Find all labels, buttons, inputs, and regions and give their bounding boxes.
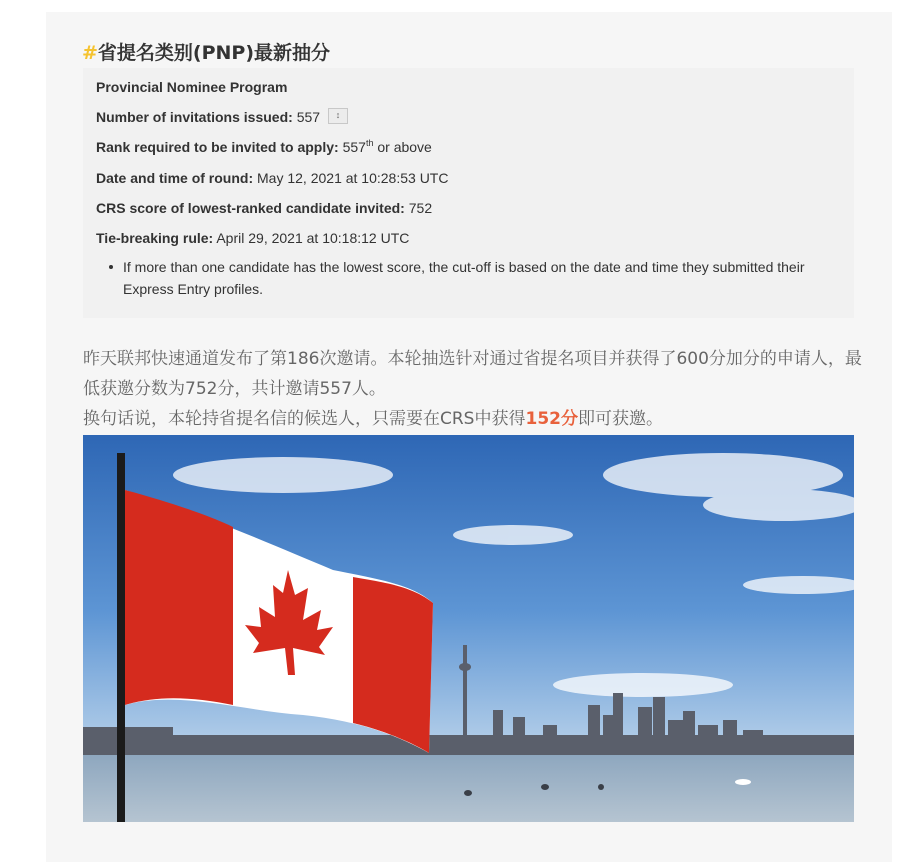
tie-value: April 29, 2021 at 10:18:12 UTC [216,230,410,246]
rank-tail: or above [377,139,432,155]
date-row [96,170,448,186]
bullet-icon [109,265,113,269]
tie-break-note [105,256,845,300]
date-value: May 12, 2021 at 10:28:53 UTC [257,170,449,186]
crs-value: 752 [408,200,433,216]
white-swan [735,779,751,785]
crs-row [96,200,432,216]
canada-flag-photo [83,435,854,822]
highlight-score: 152分 [525,409,578,429]
rank-suffix: th [365,138,374,148]
heading-hash-mark: # [82,42,98,64]
summary-line-1: 昨天联邦快速通道发布了第186次邀请。本轮抽选针对通过省提名项目并获得了600分加分的申请人，最低获邀分数为752分，共计邀请557人。 [83,349,862,399]
tie-break-note-text: If more than one candidate has the lowest score, the cut-off is based on the date and time they submitted their Express Entry profiles. [123,259,805,297]
summary-line-2: 换句话说，本轮持省提名信的候选人，只需要在CRS中获得152分即可获邀。 [83,409,663,429]
date-label: Date and time of round: [96,170,254,186]
sort-toggle-icon[interactable]: ↕ [328,108,348,124]
lake-water [83,755,854,822]
draw-info-card [83,68,854,318]
section-heading [82,38,330,65]
rank-row [96,139,432,155]
summary-paragraph [83,344,863,434]
crs-label: CRS score of lowest-ranked candidate invited: [96,200,405,216]
rank-value: 557 [342,139,366,155]
article-body [46,12,892,862]
invitations-label: Number of invitations issued: [96,109,293,125]
tie-row [96,230,409,246]
heading-title: 省提名类别(PNP)最新抽分 [97,42,331,64]
photo-illustration [83,435,854,822]
program-name: Provincial Nominee Program [96,79,288,95]
tie-label: Tie-breaking rule: [96,230,214,246]
invitations-value: 557 [296,109,321,125]
invitations-row [96,109,348,126]
flagpole [117,453,125,822]
rank-label: Rank required to be invited to apply: [96,139,339,155]
